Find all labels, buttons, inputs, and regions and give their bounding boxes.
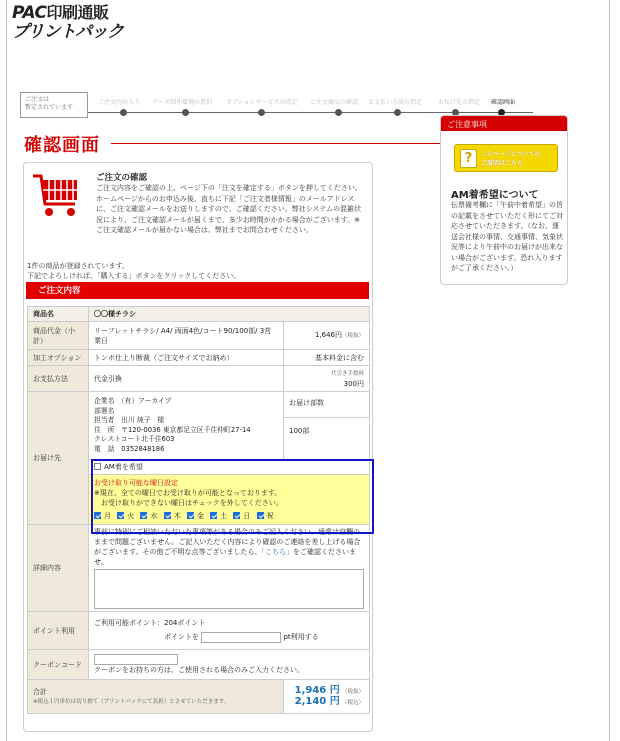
total-in-tax: 2,140 円 bbox=[294, 695, 340, 707]
explanation-button[interactable] bbox=[454, 144, 558, 172]
coupon-input[interactable] bbox=[94, 654, 178, 665]
page-title: 確認画面 bbox=[24, 135, 100, 156]
detail-label: 詳細内容 bbox=[28, 525, 89, 612]
points-entry bbox=[94, 632, 364, 643]
day-label: 土 bbox=[220, 512, 228, 520]
am-label: AM着を希望 bbox=[104, 463, 143, 471]
notice-body: 伝票備考欄に「午前中着希望」の旨の記載をさせていただく形にてご対応させていただきます。（なお、運送会社様の事情、交通事情、気象状況等により午前中のお届けが出来ない場合がございます。恐れ入りますがご了承ください。） bbox=[451, 201, 563, 272]
registered-note: 1件の商品が登録されています。 下記でよろしければ、「購入する」ボタンをクリックしてください。 bbox=[27, 262, 241, 280]
table-row bbox=[28, 350, 370, 366]
logo-line1: 印刷通販 bbox=[46, 3, 109, 22]
table-row bbox=[28, 680, 370, 714]
total-ex-tax: 1,946 円 bbox=[294, 684, 340, 696]
payment-label: お支払方法 bbox=[28, 366, 89, 392]
option-value: 基本料金に含む bbox=[284, 350, 370, 366]
step-first: ご注文は 暫定されています bbox=[20, 92, 88, 118]
table-row bbox=[28, 307, 370, 322]
printpac-logo[interactable] bbox=[12, 4, 142, 46]
option-label: 加工オプション bbox=[28, 350, 89, 366]
notice-header: ご注意事項 bbox=[441, 116, 567, 131]
section-title: ご注文内容 bbox=[26, 282, 369, 299]
total-note: ※税込１円単位は切り捨て（プリントパックにて負担）とさせていただきます。 bbox=[33, 698, 230, 705]
step-dot bbox=[394, 109, 401, 116]
points-cell bbox=[89, 612, 370, 650]
step-dot bbox=[120, 109, 127, 116]
logo-line2: プリントパック bbox=[12, 22, 123, 42]
points-available: ご利用可能ポイント：204ポイント bbox=[94, 619, 206, 627]
day-label: 火 bbox=[127, 512, 135, 520]
detail-tail: をご確認くださいませ。 bbox=[94, 548, 356, 566]
step-label: ご注文内容入力 bbox=[98, 99, 141, 106]
step-label: お届け先の指定 bbox=[438, 99, 481, 106]
table-row bbox=[28, 612, 370, 650]
points-prefix: ポイントを bbox=[164, 633, 199, 641]
detail-note: 事前に特別にご相談いただいた事項等がある場合のみご記入ください。通常は空欄のままで問題ございません。ご記入いただく内容により確認のご連絡を差し上げる場合がございます。その他ご不明な点等ございましたら、 bbox=[94, 528, 361, 556]
step-label-current: 確認画面 bbox=[491, 99, 516, 106]
day-label: 水 bbox=[150, 512, 158, 520]
product-name: 〇〇様チラシ bbox=[89, 307, 370, 322]
table-row bbox=[28, 392, 370, 460]
notice-panel bbox=[440, 115, 568, 285]
price-desc: リーフレットチラシ/ A4/ 両面4色/コート90/100部/ 3営業日 bbox=[89, 322, 284, 350]
selection-highlight bbox=[91, 459, 374, 534]
qty-value: 100部 bbox=[289, 427, 310, 435]
qty-cell bbox=[284, 392, 370, 460]
points-label: ポイント利用 bbox=[28, 612, 89, 650]
address: 企業名 （有）アーカイブ 部署名 担当者 出川 純子 様 住 所 〒120-0036 東京都足立区千住仲町27-14 クレストコート北千住603 電 話 0352848186 bbox=[89, 392, 284, 460]
points-input[interactable] bbox=[201, 632, 281, 643]
product-label: 商品名 bbox=[28, 307, 89, 322]
table-row bbox=[28, 650, 370, 680]
tax-note: （税抜） bbox=[341, 333, 364, 339]
option-desc: トンボ仕上り断裁（ご注文サイズでお納め） bbox=[89, 350, 284, 366]
price-value: 1,646円 bbox=[314, 331, 342, 339]
explanation-button-label: このページについての ご説明はこちら bbox=[481, 151, 541, 167]
delivery-label: お届け先 bbox=[28, 392, 89, 525]
cod-fee-cell bbox=[284, 366, 370, 392]
step-label: お支払い方法の指定 bbox=[368, 99, 423, 106]
cod-fee-label: 代引き手数料 bbox=[330, 370, 364, 377]
day-label: 月 bbox=[104, 512, 111, 520]
step-line bbox=[88, 112, 533, 113]
recv-note: ※現在、全ての曜日でお受け取りが可能となっております。 お受け取りができない曜日はチェックを外してください。 bbox=[94, 489, 283, 507]
qty-label: お届け部数 bbox=[284, 392, 369, 418]
payment-method: 代金引換 bbox=[89, 366, 284, 392]
confirm-heading: ご注文の確認 bbox=[96, 173, 148, 183]
day-label: 祝 bbox=[266, 512, 274, 520]
price-label: 商品代金（小計） bbox=[28, 322, 89, 350]
step-label: データ制作環境の選択 bbox=[152, 99, 213, 106]
total-label-cell bbox=[28, 680, 284, 714]
logo-brand: PAC bbox=[12, 3, 47, 23]
points-suffix: pt利用する bbox=[283, 633, 319, 641]
detail-textarea[interactable] bbox=[94, 569, 364, 609]
detail-link[interactable]: 「こちら」 bbox=[261, 548, 293, 556]
step-dot bbox=[258, 109, 265, 116]
confirm-body: ご注文内容をご確認の上、ページ下の「注文を確定する」ボタンを押してください。ホームページからのお申込み後、直ちに下記「ご注文者様情報」のメールアドレスに、ご注文確認メールをお送りしますので、ご確認ください。弊社システムの混雑状況により、ご注文確認メールが届くまで、多少お時間がかかる場合がございます。※ご注文確認メールが届かない場合は、弊社までお問合わせください。 bbox=[96, 184, 362, 234]
detail-cell bbox=[89, 525, 370, 612]
table-row bbox=[28, 322, 370, 350]
day-label: 日 bbox=[243, 512, 251, 520]
total-in-note: （税込） bbox=[341, 699, 364, 706]
coupon-note: クーポンをお持ちの方は、ご使用される場合のみご入力ください。 bbox=[94, 666, 304, 674]
day-label: 木 bbox=[173, 512, 181, 520]
cod-fee-value: 300円 bbox=[343, 379, 364, 388]
total-values bbox=[284, 680, 370, 714]
step-label: オプションサービスの指定 bbox=[226, 99, 298, 106]
step-dot bbox=[182, 109, 189, 116]
notice-subtitle: AM着希望について bbox=[451, 190, 539, 201]
day-label: 金 bbox=[196, 512, 204, 520]
step-label: ご注文商品の確認 bbox=[310, 99, 359, 106]
coupon-label: クーポンコード bbox=[28, 650, 89, 680]
total-ex-note: （税抜） bbox=[341, 688, 364, 695]
table-row bbox=[28, 366, 370, 392]
total-label: 合計 bbox=[33, 687, 47, 696]
question-icon: ? bbox=[460, 149, 477, 168]
recv-title: お受け取り可能な曜日設定 bbox=[94, 479, 178, 487]
title-rule bbox=[111, 143, 441, 144]
price-cell bbox=[284, 322, 370, 350]
step-dot bbox=[335, 109, 342, 116]
table-row bbox=[28, 525, 370, 612]
coupon-cell bbox=[89, 650, 370, 680]
cart-icon bbox=[31, 170, 83, 222]
